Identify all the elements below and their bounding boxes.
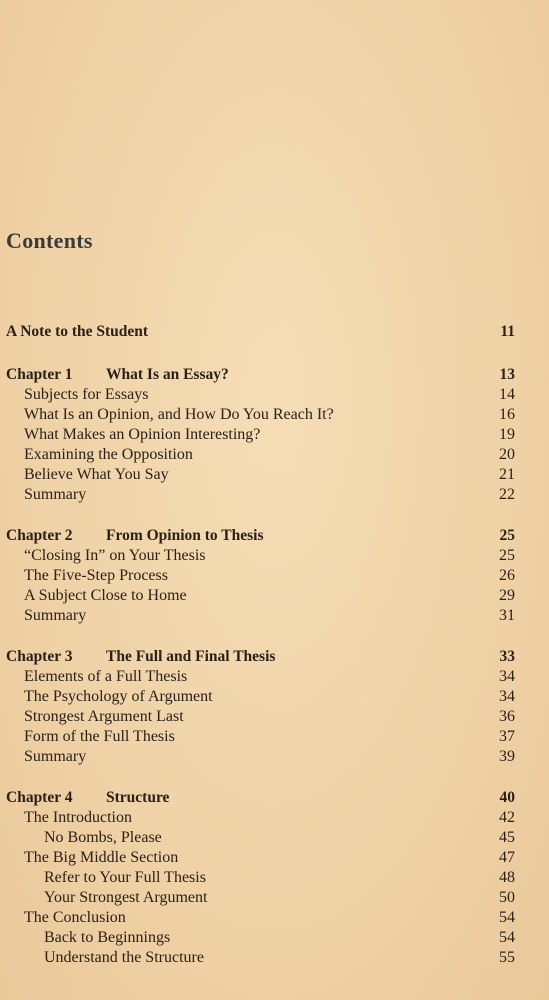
chapter-title: From Opinion to Thesis [106,527,264,544]
toc-entry-page: 20 [499,446,515,463]
toc-entry-title: No Bombs, Please [44,829,162,846]
toc-entry-page: 45 [499,829,515,846]
toc-entry-title: Elements of a Full Thesis [24,668,188,685]
toc-chapter-label [6,526,263,546]
toc-entry-title: The Five-Step Process [24,567,168,584]
toc-entry-page: 36 [499,708,515,725]
chapter-page-number: 25 [499,527,515,544]
chapter-title: The Full and Final Thesis [106,648,276,665]
toc-entry-page: 50 [499,889,515,906]
toc-chapter-entry [0,647,549,667]
table-of-contents [0,322,549,968]
toc-chapter-entry [0,788,549,808]
chapter-section [0,647,549,767]
chapter-number: Chapter 4 [6,789,73,806]
chapter-title: Structure [106,789,170,806]
chapter-number: Chapter 3 [6,648,73,665]
toc-entry-page: 54 [499,909,515,926]
toc-entry [0,948,549,968]
toc-entry-page: 54 [499,929,515,946]
toc-entry [0,546,549,566]
toc-entry-title: Summary [24,748,87,765]
toc-entry-title: The Introduction [24,809,132,826]
toc-note-page: 11 [500,323,515,340]
toc-entry [0,808,549,828]
toc-entry [0,667,549,687]
chapter-number: Chapter 2 [6,527,73,544]
toc-entry-title: The Big Middle Section [24,849,179,866]
toc-entry-page: 39 [499,748,515,765]
toc-entry-page: 37 [499,728,515,745]
toc-entry-title: What Is an Opinion, and How Do You Reach It? [24,406,334,423]
toc-chapter-label [6,647,275,667]
toc-entry [0,586,549,606]
toc-entry [0,606,549,626]
toc-chapter-label [6,788,169,808]
toc-entry-title: Back to Beginnings [44,929,171,946]
toc-entry [0,485,549,505]
chapter-number: Chapter 1 [6,366,73,383]
chapter-section [0,365,549,505]
toc-entry-page: 14 [499,386,515,403]
toc-entry-title: Examining the Opposition [24,446,193,463]
toc-entry-page: 25 [499,547,515,564]
toc-entry-page: 26 [499,567,515,584]
toc-note-entry [0,322,549,342]
toc-entry-title: A Subject Close to Home [24,587,187,604]
toc-entry-title: Believe What You Say [24,466,169,483]
toc-entry-title: Your Strongest Argument [44,889,208,906]
toc-entry [0,707,549,727]
toc-entry-title: The Psychology of Argument [24,688,213,705]
toc-chapter-label [6,365,229,385]
toc-entry-title: Summary [24,607,87,624]
toc-entry-page: 47 [499,849,515,866]
toc-chapter-entry [0,526,549,546]
toc-entry-title: What Makes an Opinion Interesting? [24,426,261,443]
toc-entry-title: Subjects for Essays [24,386,149,403]
toc-entry [0,465,549,485]
toc-entry [0,868,549,888]
toc-entry-title: Refer to Your Full Thesis [44,869,206,886]
toc-note-title: A Note to the Student [6,323,149,340]
toc-entry [0,848,549,868]
toc-entry [0,445,549,465]
toc-entry [0,687,549,707]
toc-entry-page: 42 [499,809,515,826]
toc-entry [0,566,549,586]
toc-entry-page: 29 [499,587,515,604]
toc-entry-page: 19 [499,426,515,443]
chapter-list [0,365,549,968]
toc-entry-title: The Conclusion [24,909,126,926]
toc-entry [0,828,549,848]
toc-entry-page: 22 [499,486,515,503]
toc-entry-page: 48 [499,869,515,886]
toc-entry-page: 16 [499,406,515,423]
chapter-page-number: 13 [499,366,515,383]
toc-chapter-entry [0,365,549,385]
toc-entry-page: 34 [499,688,515,705]
toc-entry [0,888,549,908]
toc-entry-page: 31 [499,607,515,624]
contents-heading: Contents [6,228,93,253]
chapter-title: What Is an Essay? [106,366,229,383]
toc-entry [0,405,549,425]
toc-entry [0,928,549,948]
toc-entry [0,425,549,445]
toc-entry-title: Form of the Full Thesis [24,728,175,745]
chapter-section [0,788,549,968]
chapter-section [0,526,549,626]
toc-entry-title: Summary [24,486,87,503]
chapter-page-number: 33 [499,648,515,665]
toc-entry [0,908,549,928]
chapter-page-number: 40 [499,789,515,806]
toc-entry [0,747,549,767]
toc-entry-page: 21 [499,466,515,483]
toc-entry [0,385,549,405]
toc-entry-page: 55 [499,949,515,966]
toc-entry [0,727,549,747]
toc-entry-page: 34 [499,668,515,685]
toc-entry-title: “Closing In” on Your Thesis [24,547,206,564]
toc-entry-title: Understand the Structure [44,949,204,966]
toc-entry-title: Strongest Argument Last [24,708,184,725]
